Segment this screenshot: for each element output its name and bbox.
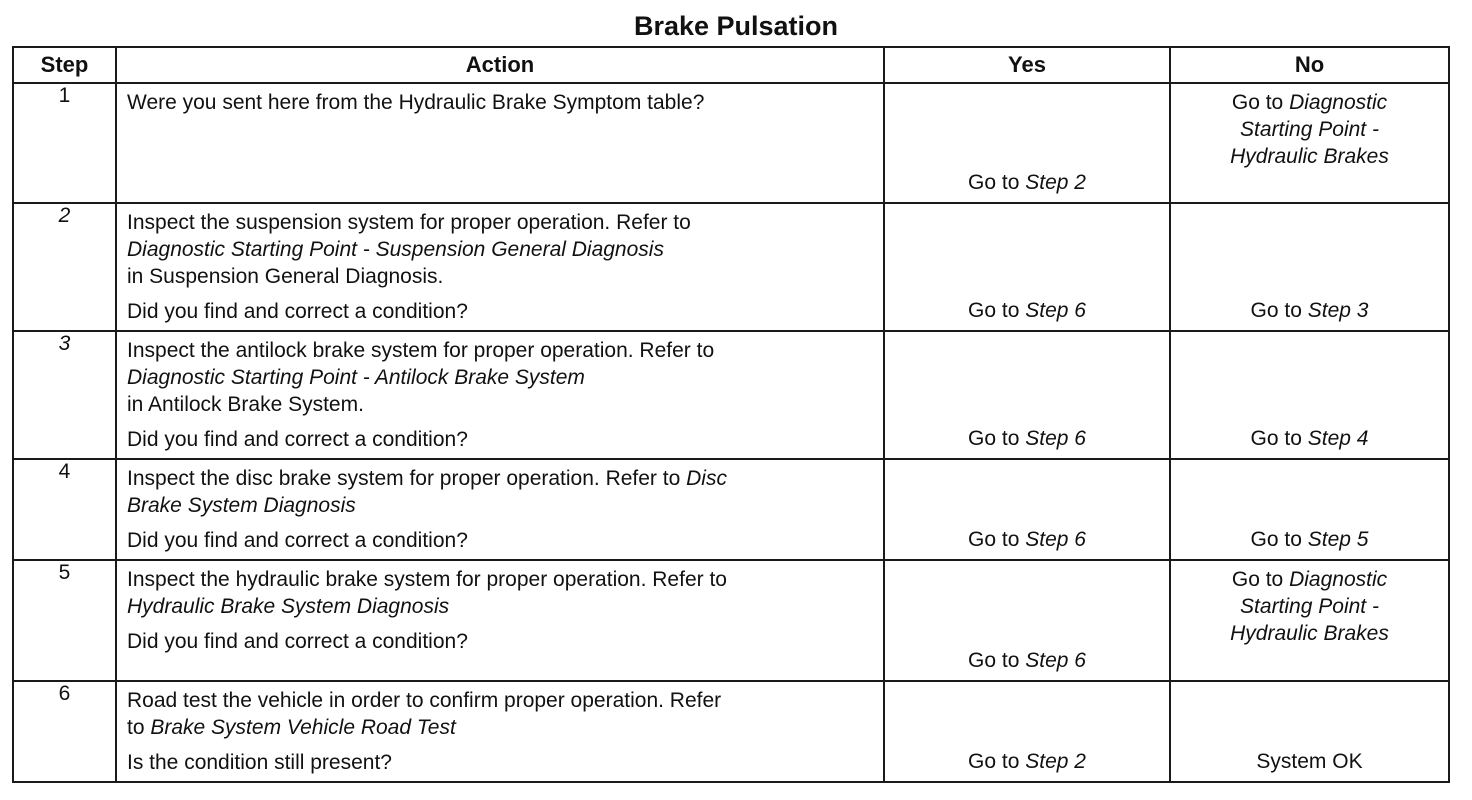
no-result: System OK: [1256, 750, 1363, 773]
action-question: Did you find and correct a condition?: [127, 300, 468, 323]
table-row: [13, 681, 1449, 782]
go-to-label: Go to: [1250, 299, 1302, 322]
yes-cell: [884, 459, 1170, 560]
no-target: Step 5: [1307, 528, 1369, 551]
yes-result: [968, 425, 1086, 452]
no-result: [1251, 297, 1369, 324]
action-text-part: Inspect the disc brake system for proper operation. Refer to: [127, 467, 681, 490]
action-question: Did you find and correct a condition?: [127, 529, 468, 552]
no-result: [1251, 425, 1369, 452]
go-to-label: Go to: [1231, 91, 1284, 114]
yes-cell: [884, 331, 1170, 459]
table-row: [13, 203, 1449, 331]
step-number: 1: [13, 83, 116, 203]
go-to-label: Go to: [968, 299, 1020, 322]
action-cell: [116, 83, 884, 203]
header-no: No: [1170, 47, 1449, 83]
step-number: 6: [13, 681, 116, 782]
yes-result: [968, 526, 1086, 553]
action-cell: [116, 331, 884, 459]
action-text: [127, 714, 873, 741]
no-result: [1251, 526, 1369, 553]
step-number: 3: [13, 331, 116, 459]
yes-target: Step 2: [1025, 171, 1086, 194]
action-text: Inspect the suspension system for proper operation. Refer to: [127, 211, 691, 234]
action-question: Did you find and correct a condition?: [127, 428, 468, 451]
header-yes: Yes: [884, 47, 1170, 83]
go-to-label: Go to: [1250, 528, 1302, 551]
yes-result: [968, 297, 1086, 324]
diagnostic-table: [12, 46, 1450, 783]
no-result: [1232, 89, 1387, 116]
table-row: [13, 83, 1449, 203]
no-cell: [1170, 560, 1449, 681]
header-step: Step: [13, 47, 116, 83]
yes-cell: [884, 560, 1170, 681]
go-to-label: Go to: [968, 649, 1020, 672]
no-cell: [1170, 83, 1449, 203]
action-text: Inspect the hydraulic brake system for proper operation. Refer to: [127, 568, 727, 591]
action-text-part: to: [127, 716, 145, 739]
header-action: Action: [116, 47, 884, 83]
no-target: Diagnostic: [1289, 91, 1388, 114]
action-reference: Diagnostic Starting Point - Antilock Brake System: [127, 366, 585, 389]
go-to-label: Go to: [968, 171, 1020, 194]
action-text: [127, 465, 873, 492]
go-to-label: Go to: [968, 750, 1020, 773]
table-row: [13, 459, 1449, 560]
no-target: Step 4: [1307, 427, 1369, 450]
no-result: [1232, 566, 1387, 593]
yes-target: Step 6: [1025, 427, 1086, 450]
no-target-line: Hydraulic Brakes: [1230, 622, 1389, 645]
table-row: [13, 331, 1449, 459]
go-to-label: Go to: [968, 427, 1020, 450]
action-text: in Suspension General Diagnosis.: [127, 265, 444, 288]
go-to-label: Go to: [1250, 427, 1302, 450]
yes-cell: [884, 681, 1170, 782]
yes-target: Step 6: [1025, 528, 1086, 551]
yes-target: Step 6: [1025, 649, 1086, 672]
action-reference: Diagnostic Starting Point - Suspension General Diagnosis: [127, 238, 664, 261]
page-title: Brake Pulsation: [633, 11, 839, 41]
yes-result: [968, 647, 1086, 674]
yes-cell: [884, 203, 1170, 331]
action-question: Is the condition still present?: [127, 751, 392, 774]
action-question: Did you find and correct a condition?: [127, 630, 468, 653]
action-reference: Brake System Vehicle Road Test: [150, 716, 456, 739]
step-number: 4: [13, 459, 116, 560]
no-cell: [1170, 681, 1449, 782]
table-row: [13, 560, 1449, 681]
step-number: 5: [13, 560, 116, 681]
action-cell: [116, 681, 884, 782]
action-text: in Antilock Brake System.: [127, 393, 364, 416]
action-cell: [116, 560, 884, 681]
action-reference: Brake System Diagnosis: [127, 494, 356, 517]
action-reference: Hydraulic Brake System Diagnosis: [127, 595, 450, 618]
no-target-line: Starting Point -: [1240, 595, 1379, 618]
yes-result: [968, 169, 1086, 196]
action-reference: Disc: [686, 467, 727, 490]
no-target: Step 3: [1307, 299, 1369, 322]
yes-cell: [884, 83, 1170, 203]
yes-target: Step 6: [1025, 299, 1086, 322]
step-number: 2: [13, 203, 116, 331]
action-cell: [116, 459, 884, 560]
action-cell: [116, 203, 884, 331]
action-text: Inspect the antilock brake system for proper operation. Refer to: [127, 339, 715, 362]
yes-result: [968, 748, 1086, 775]
go-to-label: Go to: [968, 528, 1020, 551]
no-cell: [1170, 459, 1449, 560]
no-cell: [1170, 331, 1449, 459]
no-cell: [1170, 203, 1449, 331]
yes-target: Step 2: [1025, 750, 1086, 773]
no-target: Diagnostic: [1289, 568, 1388, 591]
action-text: Road test the vehicle in order to confirm proper operation. Refer: [127, 689, 722, 712]
go-to-label: Go to: [1231, 568, 1284, 591]
no-target-line: Starting Point -: [1240, 118, 1379, 141]
no-target-line: Hydraulic Brakes: [1230, 145, 1389, 168]
action-text: Were you sent here from the Hydraulic Brake Symptom table?: [127, 91, 705, 114]
header-row: [13, 47, 1449, 83]
